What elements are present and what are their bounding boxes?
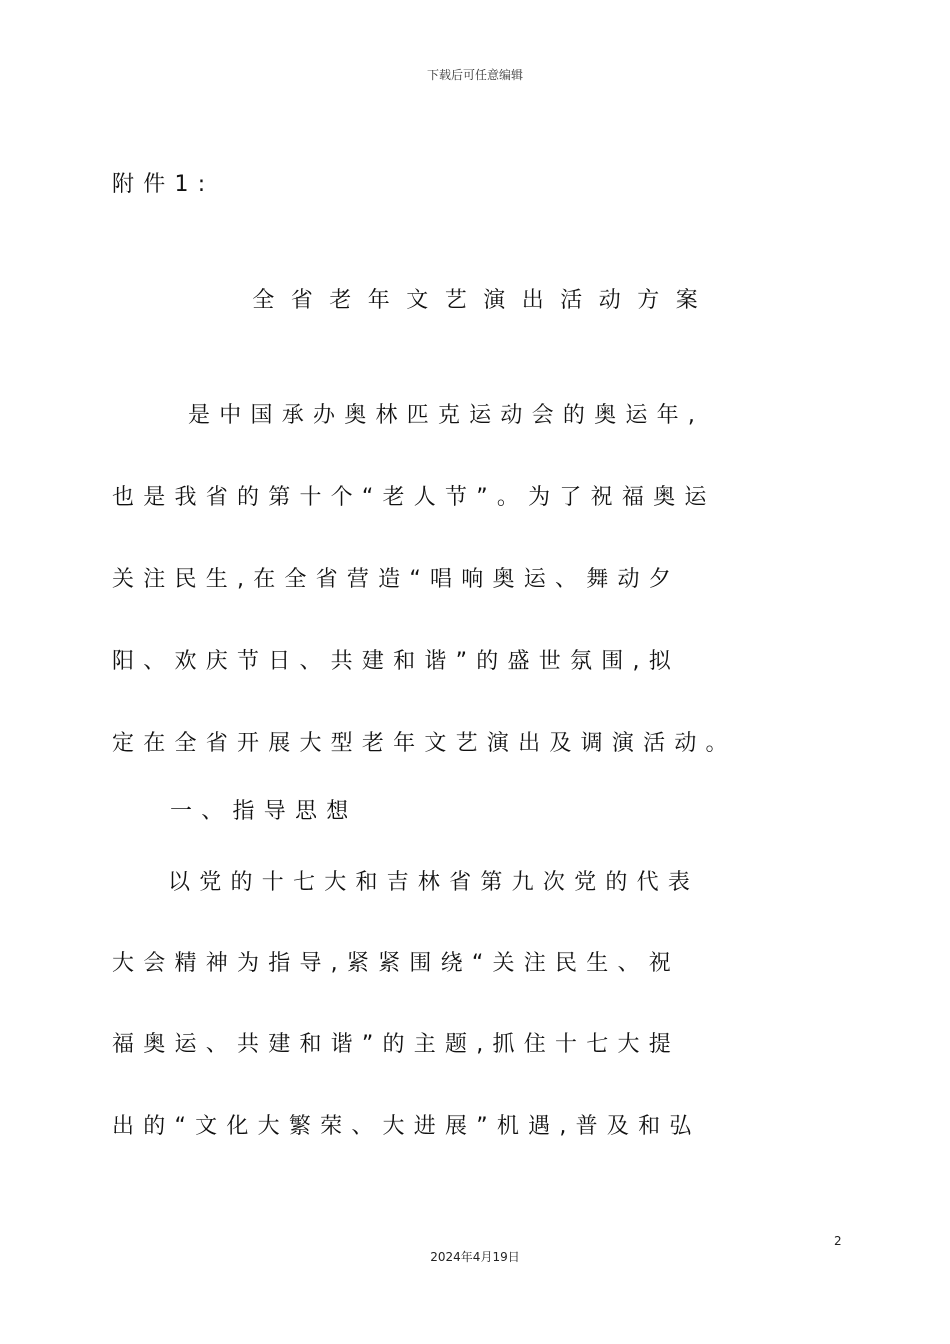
paragraph-line: 定在全省开展大型老年文艺演出及调演活动。 bbox=[112, 731, 737, 756]
paragraph-line: 阳、欢庆节日、共建和谐”的盛世氛围,拟 bbox=[112, 649, 680, 674]
document-title: 全省老年文艺演出活动方案 bbox=[252, 288, 715, 313]
footer-date: 2024年4月19日 bbox=[430, 1250, 520, 1264]
page-header: 下载后可任意编辑 bbox=[426, 68, 523, 82]
annex-label: 附件1: bbox=[112, 172, 215, 197]
paragraph-line: 大会精神为指导,紧紧围绕“关注民生、祝 bbox=[112, 951, 680, 976]
paragraph-line: 关注民生,在全省营造“唱响奥运、舞动夕 bbox=[112, 567, 680, 592]
page-number: 2 bbox=[834, 1234, 842, 1248]
paragraph-line: 是中国承办奥林匹克运动会的奥运年, bbox=[188, 403, 705, 428]
paragraph-line: 也是我省的第十个“老人节”。为了祝福奥运 bbox=[112, 485, 716, 510]
paragraph-line: 以党的十七大和吉林省第九次党的代表 bbox=[168, 870, 700, 895]
paragraph-line: 出的“文化大繁荣、大进展”机遇,普及和弘 bbox=[112, 1114, 701, 1139]
paragraph-line: 福奥运、共建和谐”的主题,抓住十七大提 bbox=[112, 1032, 680, 1057]
section-heading: 一、指导思想 bbox=[170, 799, 358, 824]
